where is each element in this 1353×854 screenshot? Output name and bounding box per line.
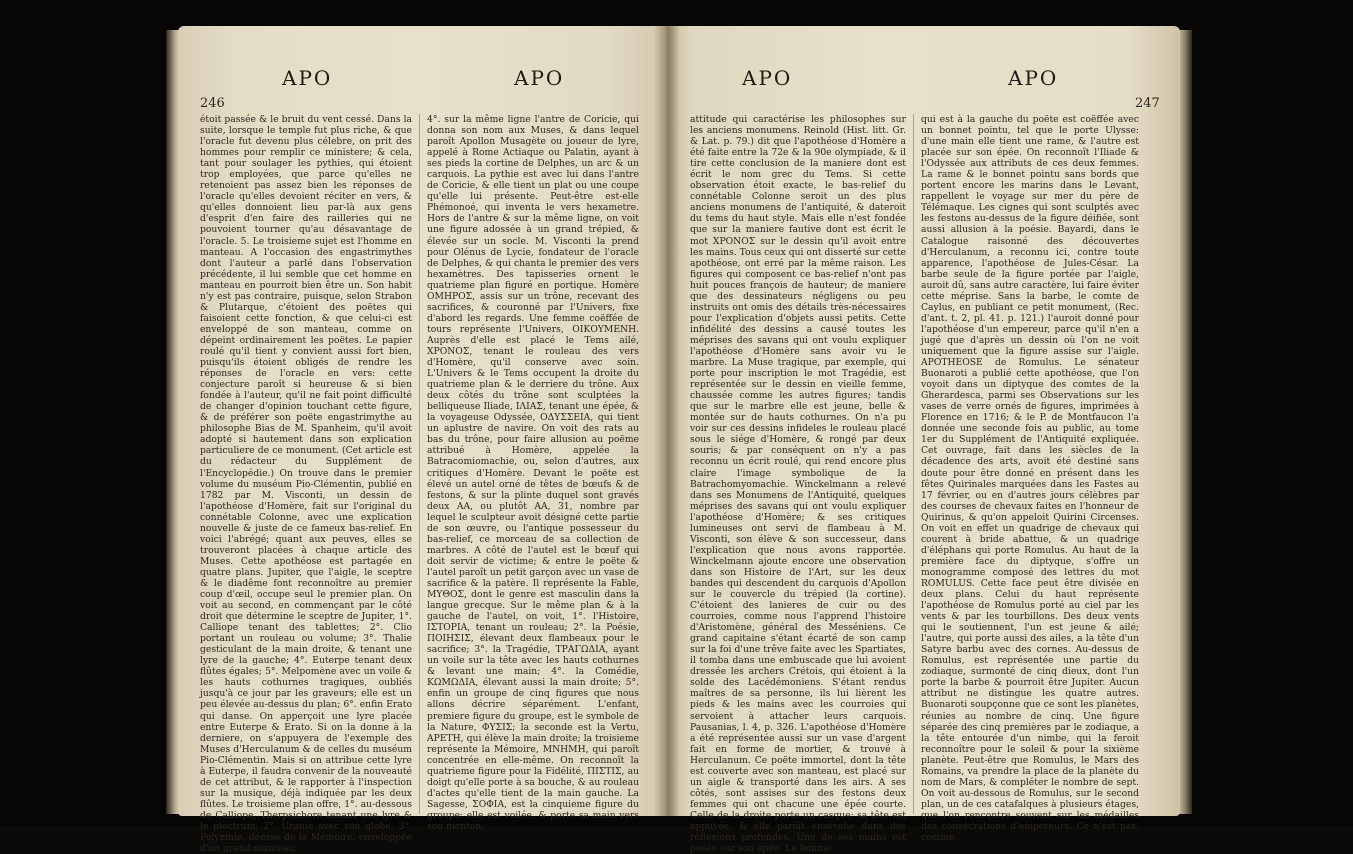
column-rule [913, 114, 914, 814]
right-page [666, 26, 1180, 854]
book-gutter [654, 26, 680, 816]
running-head-left-col1: APO [282, 66, 333, 90]
running-head-right-col1: APO [742, 66, 793, 90]
page-number-left: 246 [200, 96, 225, 111]
page-number-right: 247 [1135, 96, 1160, 111]
column-text: étoit passée & le bruit du vent cessé. Dans la suite, lorsque le temple fut plus riche, & que l'oracle fut devenu plus célebre, on prit des hommes pour remplir ce ministere; & cela, tant pour soulager les pythies, qui étoient trop employées, que parce qu'elles ne retenoient pas assez bien les réponses de l'oracle qu'elles devoient réciter en vers, & qu'elles donnoient lieu par-là aux gens d'esprit d'en faire des railleries qui ne pouvoient tourner qu'au désavantage de l'oracle. 5. Le troisieme sujet est l'homme en manteau. A l'occasion des engastrimythes dont l'auteur a parlé dans l'observation précédente, il lui semble que cet homme en manteau en pourroit bien être un. Son habit n'y est pas contraire, puisque, selon Strabon & Plutarque, c'étoient des poëtes qui faisoient cette fonction, & que celui-ci est enveloppé de son manteau, comme on dépeint ordinairement les poëtes. Le papier roulé qu'il tient y convient aussi fort bien, puisqu'ils étoient obligés de rendre les réponses de l'oracle en vers: cette conjecture paroît si heureuse & si bien fondée à l'auteur, qu'il ne fait point difficulté de changer d'opinion touchant cette figure, & de préférer son poëte engastrimythe au philosophe Bias de M. Spanheim, qu'il avoit adopté si hautement dans son explication particuliere de ce monument. (Cet article est du rédacteur du Supplément de l'Encyclopédie.) On trouve dans le premier volume du muséum Pio-Clémentin, publié en 1782 par M. Visconti, un dessin de l'apothéose d'Homère, fait sur l'original du connétable Colonne, avec une explication nouvelle & juste de ce fameux bas-relief. En voici l'abrégé; quant aux peuves, elles se trouveront placées à chaque article des Muses. Cette apothéose est partagée en quatre plans. Jupiter, que l'aigle, le sceptre & le diadême font reconnoître au premier coup d'œil, occupe seul le premier plan. On voit au second, en commençant par le côté droit que détermine le sceptre de Jupiter, 1°. Calliope tenant des tablettes; 2°. Clio portant un rouleau ou volume; 3°. Thalie gesticulant de la main droite, & tenant une lyre de la gauche; 4°. Euterpe tenant deux flûtes égales; 5°. Melpomène avec un voile & les hauts cothurnes tragiques, oubliés jusqu'à ce jour par les graveurs; elle est un peu élevée au-dessus du plan; 6°. enfin Erato qui danse. On apperçoit une lyre placée entre Euterpe & Erato. Si on la donne à la derniere, on s'appuyera de l'exemple des Muses d'Herculanum & de celles du muséum Pio-Clémentin. Mais si on attribue cette lyre à Euterpe, il faudra convenir de la nouveauté de cet attribut, & le rapporter à l'inspection sur la musique, déjà indiquée par les deux flûtes. Le troisieme plan offre, 1°. au-dessous de Calliope, Therpsichore tenant une lyre & le plectrum; 2°. Uranie avec son globe; 3°. Polymnie, déesse de la Mémoire, enveloppée d'un grand manteau; [200, 114, 412, 854]
running-head-right-col2: APO [1008, 66, 1059, 90]
left-page-column-1 [200, 114, 412, 854]
right-page-column-1 [690, 114, 906, 854]
column-text: qui est à la gauche du poëte est coëffée avec un bonnet pointu, tel que le porte Ulysse: d'une main elle tient une rame, & l'autre est placée sur son épée. On reconnoît l'Iliade & l'Odyssée aux attributs de ces deux femmes. La rame & le bonnet pointu sans bords que portent encore les marins dans le Levant, rappellent le voyage sur mer du père de Télémaque. Les cignes qui sont sculptés avec les festons au-dessus de la figure déifiée, sont aussi allusion à la poésie. Bayardi, dans le Catalogue raisonné des découvertes d'Herculanum, a reconnu ici, contre toute apparence, l'apothéose de Jules-César. La barbe seule de la figure portée par l'aigle, auroit dû, sans autre caractère, lui faire éviter cette méprise. Sans la barbe, le comte de Caylus, en publiant ce petit monument, (Rec. d'ant. t. 2, pl. 41. p. 121.) l'auroit donné pour l'apothéose d'un empereur, parce qu'il n'en a jugé que d'après un dessin où l'on ne voit uniquement que la figure assise sur l'aigle. APOTHEOSE de Romulus. Le sénateur Buonaroti a publié cette apothéose, que l'on voyoit dans un diptyque des comtes de la Gherardesca, parmi ses Observations sur les vases de verre ornés de figures, imprimées à Florence en 1716; & le P. de Montfaucon l'a donnée une seconde fois au public, au tome 1er du Supplément de l'Antiquité expliquée. Cet ouvrage, fait dans les siècles de la décadence des arts, avoit été destiné sans doute pour être donné en présent dans les fêtes Quirinales marquées dans les Fastes au 17 février, ou en d'autres jours célèbres par des courses de chevaux faites en l'honneur de Quirinus, & qu'on appeloit Quirini Circenses. On voit en effet un quadrige de chevaux qui courent à bride abattue, & un quadrige d'éléphans qui porte Romulus. Au haut de la première face du diptyque, s'offre un monogramme composé des lettres du mot ROMULUS. Cette face peut être divisée en deux plans. Celui du haut représente l'apothéose de Romulus porté au ciel par les vents & par les tourbillons. Des deux vents qui le soutiennent, l'un est jeune & ailé; l'autre, qui porte aussi des ailes, a la tête d'un Satyre barbu avec des cornes. Au-dessus de Romulus, est représentée une partie du zodiaque, surmonté de cinq dieux, dont l'un porte la barbe & pourroit être Jupiter. Aucun attribut ne distingue les quatre autres. Buonaroti soupçonne que ce sont les planètes, réunies au nombre de cinq. Une figure séparée des cinq premières par le zodiaque, a la tête entourée d'un nimbe, qui la feroit reconnoître pour le soleil & pour la sixième planète. Peut-être que Romulus, le Mars des Romains, va prendre la place de la planète du nom de Mars, & compléter le nombre de sept. On voit au-dessous de Romulus, sur le second plan, un de ces catafalques à plusieurs étages, que l'on rencontre souvent sur les médailles des consécrations d'empereurs. Ce n'est pas, comme [921, 114, 1139, 844]
column-text: 4°. sur la même ligne l'antre de Coricie, qui donna son nom aux Muses, & dans lequel paroît Apollon Musagète ou joueur de lyre, appelé à Rome Actiaque ou Palatin, ayant à ses pieds la cortine de Delphes, un arc & un carquois. La pythie est avec lui dans l'antre de Coricie, & elle tient un plat ou une coupe qu'elle lui présente. Peut-être est-elle Phémonoé, qui inventa le vers hexametre. Hors de l'antre & sur la même ligne, on voit une figure adossée à un grand trépied, & élevée sur un socle. M. Visconti la prend pour Olénus de Lycie, fondateur de l'oracle de Delphes, & qui chanta le premier des vers hexamètres. Des tapisseries ornent le quatrieme plan figuré en portique. Homère ΟΜΗΡΟΣ, assis sur un trône, recevant des sacrifices, & couronné par l'Univers, fixe d'abord les regards. Une femme coëffée de tours représente l'Univers, ΟΙΚΟΥΜΕΝΗ. Auprès d'elle est placé le Tems ailé, ΧΡΟΝΟΣ, tenant le rouleau des vers d'Homère, qu'il conserve avec soin. L'Univers & le Tems occupent la droite du quatrieme plan & le derriere du trône. Aux deux côtés du trône sont sculptées la belliqueuse Iliade, ΙΛΙΑΣ, tenant une épée, & la voyageuse Odyssée, ΟΔΥΣΣΕΙΑ, qui tient un aplustre de navire. On voit des rats au bas du trône, pour faire allusion au poëme attribué à Homère, appelée la Batracomiomachie, ou, selon d'autres, aux critiques d'Homère. Devant le poëte est élevé un autel orné de têtes de bœufs & de festons, & sur la plinte duquel sont gravés deux ΑΑ, ou plutôt ΑΑ, 31, nombre par lequel le sculpteur avoit désigné cette partie de son œuvre, ou l'antique possesseur du bas-relief, ce morceau de sa collection de marbres. A côté de l'autel est le bœuf qui doit servir de victime; & entre le poëte & l'autel paroît un petit garçon avec un vase de sacrifice & la patère. Il représente la Fable, ΜΥΘΟΣ, dont le genre est masculin dans la langue grecque. Sur le même plan & à la gauche de l'autel, on voit, 1°. l'Histoire, ΙΣΤΟΡΙΑ, tenant un rouleau; 2°. la Poésie, ΠΟΙΗΣΙΣ, élevant deux flambeaux pour le sacrifice; 3°. la Tragédie, ΤΡΑΓΩΔΙΑ, ayant un voile sur la tête avec les hauts cothurnes & levant une main; 4°. la Comédie, ΚΩΜΩΔΙΑ, élevant aussi la main droite; 5°. enfin un groupe de cinq figures que nous allons décrire séparément. L'enfant, premiere figure du groupe, est le symbole de la Nature, ΦΥΣΙΣ; la seconde est la Vertu, ΑΡΕΤΗ, qui élève la main droite; la troisieme représente la Mémoire, ΜΝΗΜΗ, qui paroît concentrée en elle-même. On reconnoît la quatrieme figure pour la Fidélité, ΠΙΣΤΙΣ, au doigt qu'elle porte à sa bouche, & au rouleau d'actes qu'elle tient de la main gauche. La Sagesse, ΣΟΦΙΑ, est la cinquieme figure du groupe: elle est voilée, & porte sa main vers son menton; [427, 114, 639, 832]
right-page-column-2 [921, 114, 1139, 844]
left-page-column-2 [427, 114, 639, 832]
column-rule [419, 114, 420, 814]
column-text: attitude qui caractérise les philosophes sur les anciens monumens. Reinold (Hist. litt. Gr. & Lat. p. 79.) dit que l'apothéose d'Homère a été faite entre la 72e & la 90e olympiade, & il tire cette conclusion de la maniere dont est écrit le nom grec du Tems. Si cette observation étoit exacte, le bas-relief du connétable Colonne seroit un des plus anciens monumens de l'antiquité, & dateroit du tems du haut style. Mais elle n'est fondée que sur la maniere fautive dont est écrit le mot ΧΡΟΝΟΣ sur le dessin qu'il avoit entre les mains. Tous ceux qui ont disserté sur cette apothéose, ont erré par la même raison. Les figures qui composent ce bas-relief n'ont pas huit pouces françois de hauteur; de maniere que des dessinateurs négligens ou peu instruits ont omis des détails très-nécessaires pour l'explication d'objets aussi petits. Cette infidélité des dessins a causé toutes les méprises des savans qui ont voulu expliquer l'apothéose d'Homère sans avoir vu le marbre. La Muse tragique, par exemple, qui porte pour inscription le mot Tragédie, est représentée sur le dessin en vieille femme, chaussée comme les autres figures; tandis que sur le marbre elle est jeune, belle & montée sur de hauts cothurnes. On n'a pu voir sur ces dessins infideles le rouleau placé sous le siége d'Homère, & rongé par deux souris; & par conséquent on n'y a pas reconnu un écrit roulé, qui rend encore plus claire l'image symbolique de la Batrachomyomachie. Winckelmann a relevé dans ses Monumens de l'Antiquité, quelques méprises des savans qui ont voulu expliquer l'apothéose d'Homère; & ses critiques lumineuses ont servi de flambeau à M. Visconti, son élève & son successeur, dans l'explication que nous avons rapportée. Winckelmann ajoute encore une observation dans son Histoire de l'Art, sur les deux bandes qui descendent du carquois d'Apollon sur le couvercle du trépied (la cortine). C'étoient des lanieres de cuir ou des courroies, comme nous l'apprend l'histoire d'Aristomène, général des Messéniens. Ce grand capitaine s'étant écarté de son camp sur la foi d'une trêve faite avec les Spartiates, il tomba dans une embuscade que lui avoient dressée les archers Crétois, qui étoient à la solde des Lacédémoniens. S'étant rendus maîtres de sa personne, ils lui lièrent les pieds & les mains avec les courroies qui servoient à attacher leurs carquois. Pausanias, l. 4, p. 326. L'apothéose d'Homère a été représentée aussi sur un vase d'argent fait en forme de mortier, & trouvé à Herculanum. Ce poëte immortel, dont la tête est couverte avec son manteau, est placé sur un aigle & transporté dans les airs. A ses côtés, sont assises sur des festons deux femmes qui ont chacune une épée courte. Celle de la droite porte un casque; sa tête est appuyée, & elle paroît ensevelie dans des réflexions profondes. Une de ses mains est posée sur son épée. La femme [690, 114, 906, 854]
book-edge-right [1178, 30, 1192, 814]
running-head-left-col2: APO [514, 66, 565, 90]
left-page [178, 26, 666, 854]
